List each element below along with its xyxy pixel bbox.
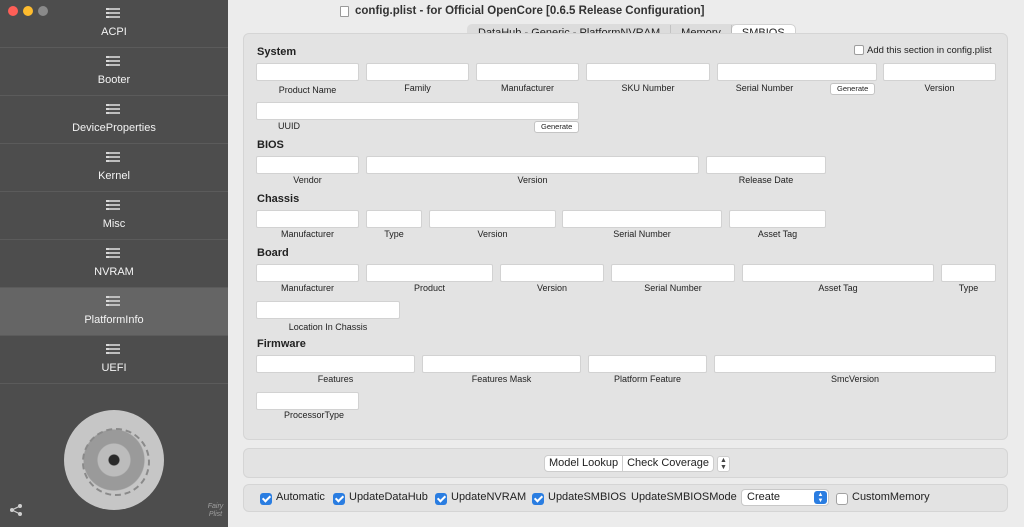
- chassis-asset-tag-label: Asset Tag: [757, 229, 798, 239]
- board-serial-number-field[interactable]: [611, 264, 735, 282]
- section-title-bios: BIOS: [257, 139, 284, 151]
- system-sku-number-field[interactable]: [586, 63, 710, 81]
- list-icon: [106, 8, 120, 20]
- section-title-board: Board: [257, 247, 289, 259]
- generate-serial-button[interactable]: Generate: [830, 83, 875, 95]
- sidebar-item-nvram[interactable]: [0, 240, 228, 288]
- serial-number-label: Serial Number: [735, 83, 794, 93]
- custom-memory-label: CustomMemory: [852, 491, 930, 503]
- sidebar-item-label: Kernel: [98, 170, 130, 182]
- list-icon: [106, 104, 120, 116]
- custom-memory-checkbox[interactable]: [836, 493, 848, 505]
- board-asset-tag-label: Asset Tag: [818, 283, 858, 293]
- select-arrows-icon: ▲ ▼: [814, 491, 827, 504]
- chassis-asset-tag-field[interactable]: [729, 210, 826, 228]
- sidebar-item-booter[interactable]: [0, 48, 228, 96]
- sidebar-item-label: UEFI: [101, 362, 127, 374]
- sidebar-item-label: Booter: [97, 74, 131, 86]
- sidebar-item-acpi[interactable]: [0, 0, 228, 48]
- system-serial-number-field[interactable]: [717, 63, 877, 81]
- location-in-chassis-label: Location In Chassis: [288, 322, 368, 332]
- board-version-label: Version: [536, 283, 568, 293]
- list-icon: [106, 296, 120, 308]
- board-manufacturer-field[interactable]: [256, 264, 359, 282]
- section-title-firmware: Firmware: [257, 338, 306, 350]
- sidebar-item-platforminfo[interactable]: [0, 288, 228, 336]
- update-smbios-mode-label: UpdateSMBIOSMode: [631, 491, 737, 503]
- bios-version-label: Version: [517, 175, 548, 185]
- board-type-field[interactable]: [941, 264, 996, 282]
- firmware-features-field[interactable]: [256, 355, 415, 373]
- system-uuid-field[interactable]: [256, 102, 579, 120]
- board-manufacturer-label: Manufacturer: [280, 283, 335, 293]
- firmware-processor-type-field[interactable]: [256, 392, 359, 410]
- sidebar-item-kernel[interactable]: [0, 144, 228, 192]
- add-section-checkbox[interactable]: [854, 45, 864, 55]
- generate-uuid-button[interactable]: Generate: [534, 121, 579, 133]
- add-section-label: Add this section in config.plist: [867, 45, 992, 56]
- update-datahub-label: UpdateDataHub: [349, 491, 428, 503]
- sidebar-item-label: PlatformInfo: [84, 314, 144, 326]
- board-product-field[interactable]: [366, 264, 493, 282]
- model-lookup-button[interactable]: Model Lookup: [545, 456, 623, 471]
- smbios-panel: [243, 33, 1008, 440]
- board-version-field[interactable]: [500, 264, 604, 282]
- features-mask-label: Features Mask: [471, 374, 532, 384]
- sidebar-item-deviceproperties[interactable]: [0, 96, 228, 144]
- chassis-manufacturer-field[interactable]: [256, 210, 359, 228]
- firmware-smcversion-field[interactable]: [714, 355, 996, 373]
- chassis-serial-number-label: Serial Number: [613, 229, 671, 239]
- list-icon: [106, 344, 120, 356]
- chassis-serial-number-field[interactable]: [562, 210, 722, 228]
- update-datahub-checkbox[interactable]: [333, 493, 345, 505]
- sidebar: [0, 0, 228, 527]
- list-icon: [106, 152, 120, 164]
- sidebar-item-label: DeviceProperties: [72, 122, 156, 134]
- version-label: Version: [924, 83, 955, 93]
- bios-version-field[interactable]: [366, 156, 699, 174]
- chassis-type-field[interactable]: [366, 210, 422, 228]
- sku-number-label: SKU Number: [621, 83, 675, 93]
- board-asset-tag-field[interactable]: [742, 264, 934, 282]
- list-icon: [106, 248, 120, 260]
- chassis-version-label: Version: [477, 229, 508, 239]
- section-title-system: System: [257, 46, 297, 58]
- sidebar-item-label: ACPI: [101, 26, 127, 38]
- vendor-label: Vendor: [293, 175, 322, 185]
- chassis-version-field[interactable]: [429, 210, 556, 228]
- lookup-button-group: [544, 455, 714, 472]
- board-type-label: Type: [958, 283, 979, 293]
- chassis-manufacturer-label: Manufacturer: [280, 229, 335, 239]
- features-label: Features: [317, 374, 354, 384]
- board-serial-number-label: Serial Number: [644, 283, 702, 293]
- sidebar-item-misc[interactable]: [0, 192, 228, 240]
- update-smbios-mode-value: Create: [747, 491, 781, 503]
- document-icon: [340, 6, 349, 17]
- product-name-label: Product Name: [278, 85, 337, 95]
- manufacturer-label: Manufacturer: [500, 83, 555, 93]
- release-date-label: Release Date: [738, 175, 794, 185]
- window-title: config.plist - for Official OpenCore [0.6.5 Release Configuration]: [355, 5, 705, 17]
- section-title-chassis: Chassis: [257, 193, 300, 205]
- system-manufacturer-field[interactable]: [476, 63, 579, 81]
- app-disc-logo: [64, 410, 164, 510]
- firmware-platform-feature-field[interactable]: [588, 355, 707, 373]
- update-nvram-checkbox[interactable]: [435, 493, 447, 505]
- model-lookup-bar: [243, 448, 1008, 478]
- sidebar-item-label: Misc: [102, 218, 126, 230]
- lookup-stepper[interactable]: ▲ ▼: [717, 456, 730, 472]
- chassis-type-label: Type: [384, 229, 404, 239]
- update-smbios-mode-select[interactable]: [741, 489, 829, 506]
- system-product-name-field[interactable]: [256, 63, 359, 81]
- processor-type-label: ProcessorType: [283, 410, 345, 420]
- share-icon[interactable]: [9, 503, 23, 517]
- window-title-bar: [340, 3, 705, 19]
- board-location-in-chassis-field[interactable]: [256, 301, 400, 319]
- bios-release-date-field[interactable]: [706, 156, 826, 174]
- list-icon: [106, 56, 120, 68]
- family-label: Family: [404, 83, 431, 93]
- bios-vendor-field[interactable]: [256, 156, 359, 174]
- list-icon: [106, 200, 120, 212]
- firmware-features-mask-field[interactable]: [422, 355, 581, 373]
- sidebar-item-label: NVRAM: [94, 266, 134, 278]
- uuid-label: UUID: [278, 121, 300, 131]
- automatic-checkbox[interactable]: [260, 493, 272, 505]
- automatic-label: Automatic: [276, 491, 325, 503]
- platform-feature-label: Platform Feature: [613, 374, 682, 384]
- sidebar-item-uefi[interactable]: [0, 336, 228, 384]
- brand-mark: Fairy Plist: [207, 503, 224, 518]
- check-coverage-button[interactable]: Check Coverage: [627, 457, 710, 469]
- smcversion-label: SmcVersion: [830, 374, 880, 384]
- board-product-label: Product: [413, 283, 446, 293]
- update-smbios-checkbox[interactable]: [532, 493, 544, 505]
- options-bar: [243, 484, 1008, 512]
- update-nvram-label: UpdateNVRAM: [451, 491, 527, 503]
- system-version-field[interactable]: [883, 63, 996, 81]
- system-family-field[interactable]: [366, 63, 469, 81]
- update-smbios-label: UpdateSMBIOS: [548, 491, 627, 503]
